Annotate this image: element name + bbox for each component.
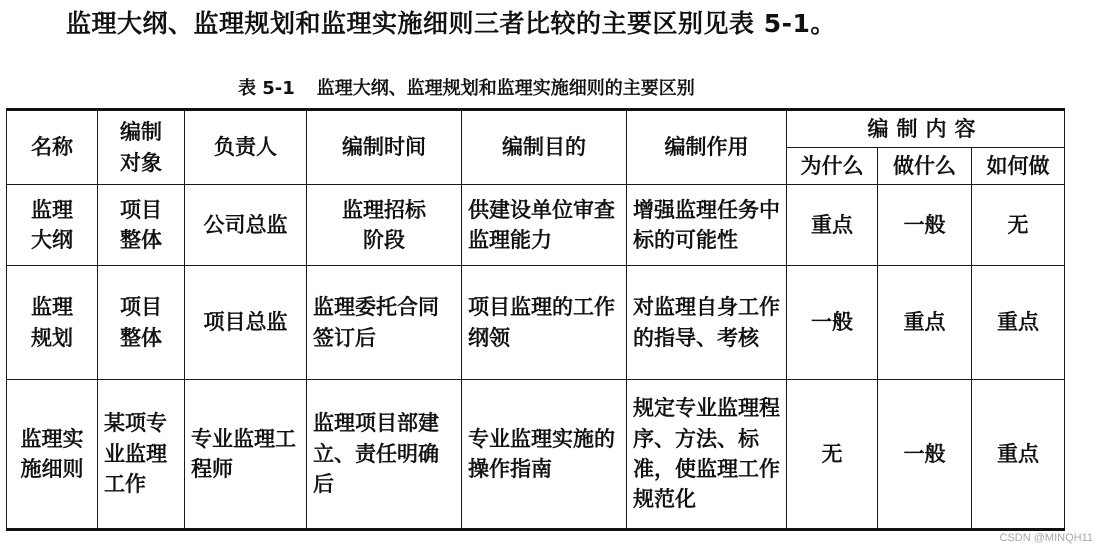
row-role: 规定专业监理程序、方法、标准，使监理工作规范化 xyxy=(627,380,787,530)
header-purpose: 编制目的 xyxy=(462,110,627,185)
table-number: 表 5-1 xyxy=(238,78,295,99)
header-how: 如何做 xyxy=(972,148,1065,185)
header-what: 做什么 xyxy=(878,148,972,185)
row-owner: 项目总监 xyxy=(185,266,307,380)
table-row xyxy=(7,185,1065,266)
row-role: 对监理自身工作的指导、考核 xyxy=(627,266,787,380)
row-purpose: 项目监理的工作纲领 xyxy=(462,266,627,380)
table-title: 监理大纲、监理规划和监理实施细则的主要区别 xyxy=(316,78,695,99)
row-name: 监理实施细则 xyxy=(7,380,98,530)
row-role: 增强监理任务中标的可能性 xyxy=(627,185,787,266)
row-why: 无 xyxy=(787,380,878,530)
header-content-group: 编制内容 xyxy=(787,110,1065,148)
source-watermark: CSDN @MINQH11 xyxy=(999,532,1093,544)
row-name: 监理大纲 xyxy=(7,185,98,266)
row-name: 监理规划 xyxy=(7,266,98,380)
row-why: 一般 xyxy=(787,266,878,380)
header-role: 编制作用 xyxy=(627,110,787,185)
row-what: 一般 xyxy=(878,380,972,530)
table-row xyxy=(7,266,1065,380)
row-purpose: 专业监理实施的操作指南 xyxy=(462,380,627,530)
row-owner: 专业监理工程师 xyxy=(185,380,307,530)
row-target: 项目整体 xyxy=(98,266,185,380)
row-target: 某项专业监理工作 xyxy=(98,380,185,530)
row-why: 重点 xyxy=(787,185,878,266)
header-why: 为什么 xyxy=(787,148,878,185)
header-owner: 负责人 xyxy=(185,110,307,185)
comparison-table-container xyxy=(6,108,1064,531)
header-target: 编制对象 xyxy=(98,110,185,185)
row-what: 一般 xyxy=(878,185,972,266)
row-how: 重点 xyxy=(972,380,1065,530)
page-heading: 监理大纲、监理规划和监理实施细则三者比较的主要区别见表 5-1。 xyxy=(66,9,836,38)
comparison-table xyxy=(6,108,1065,531)
row-how: 无 xyxy=(972,185,1065,266)
row-time: 监理项目部建立、责任明确后 xyxy=(307,380,462,530)
row-time: 监理招标阶段 xyxy=(307,185,462,266)
table-row xyxy=(7,380,1065,530)
row-purpose: 供建设单位审查监理能力 xyxy=(462,185,627,266)
row-target: 项目整体 xyxy=(98,185,185,266)
table-caption xyxy=(238,74,695,100)
row-time: 监理委托合同签订后 xyxy=(307,266,462,380)
header-time: 编制时间 xyxy=(307,110,462,185)
row-what: 重点 xyxy=(878,266,972,380)
header-name: 名称 xyxy=(7,110,98,185)
row-how: 重点 xyxy=(972,266,1065,380)
row-owner: 公司总监 xyxy=(185,185,307,266)
header-row-1 xyxy=(7,110,1065,148)
